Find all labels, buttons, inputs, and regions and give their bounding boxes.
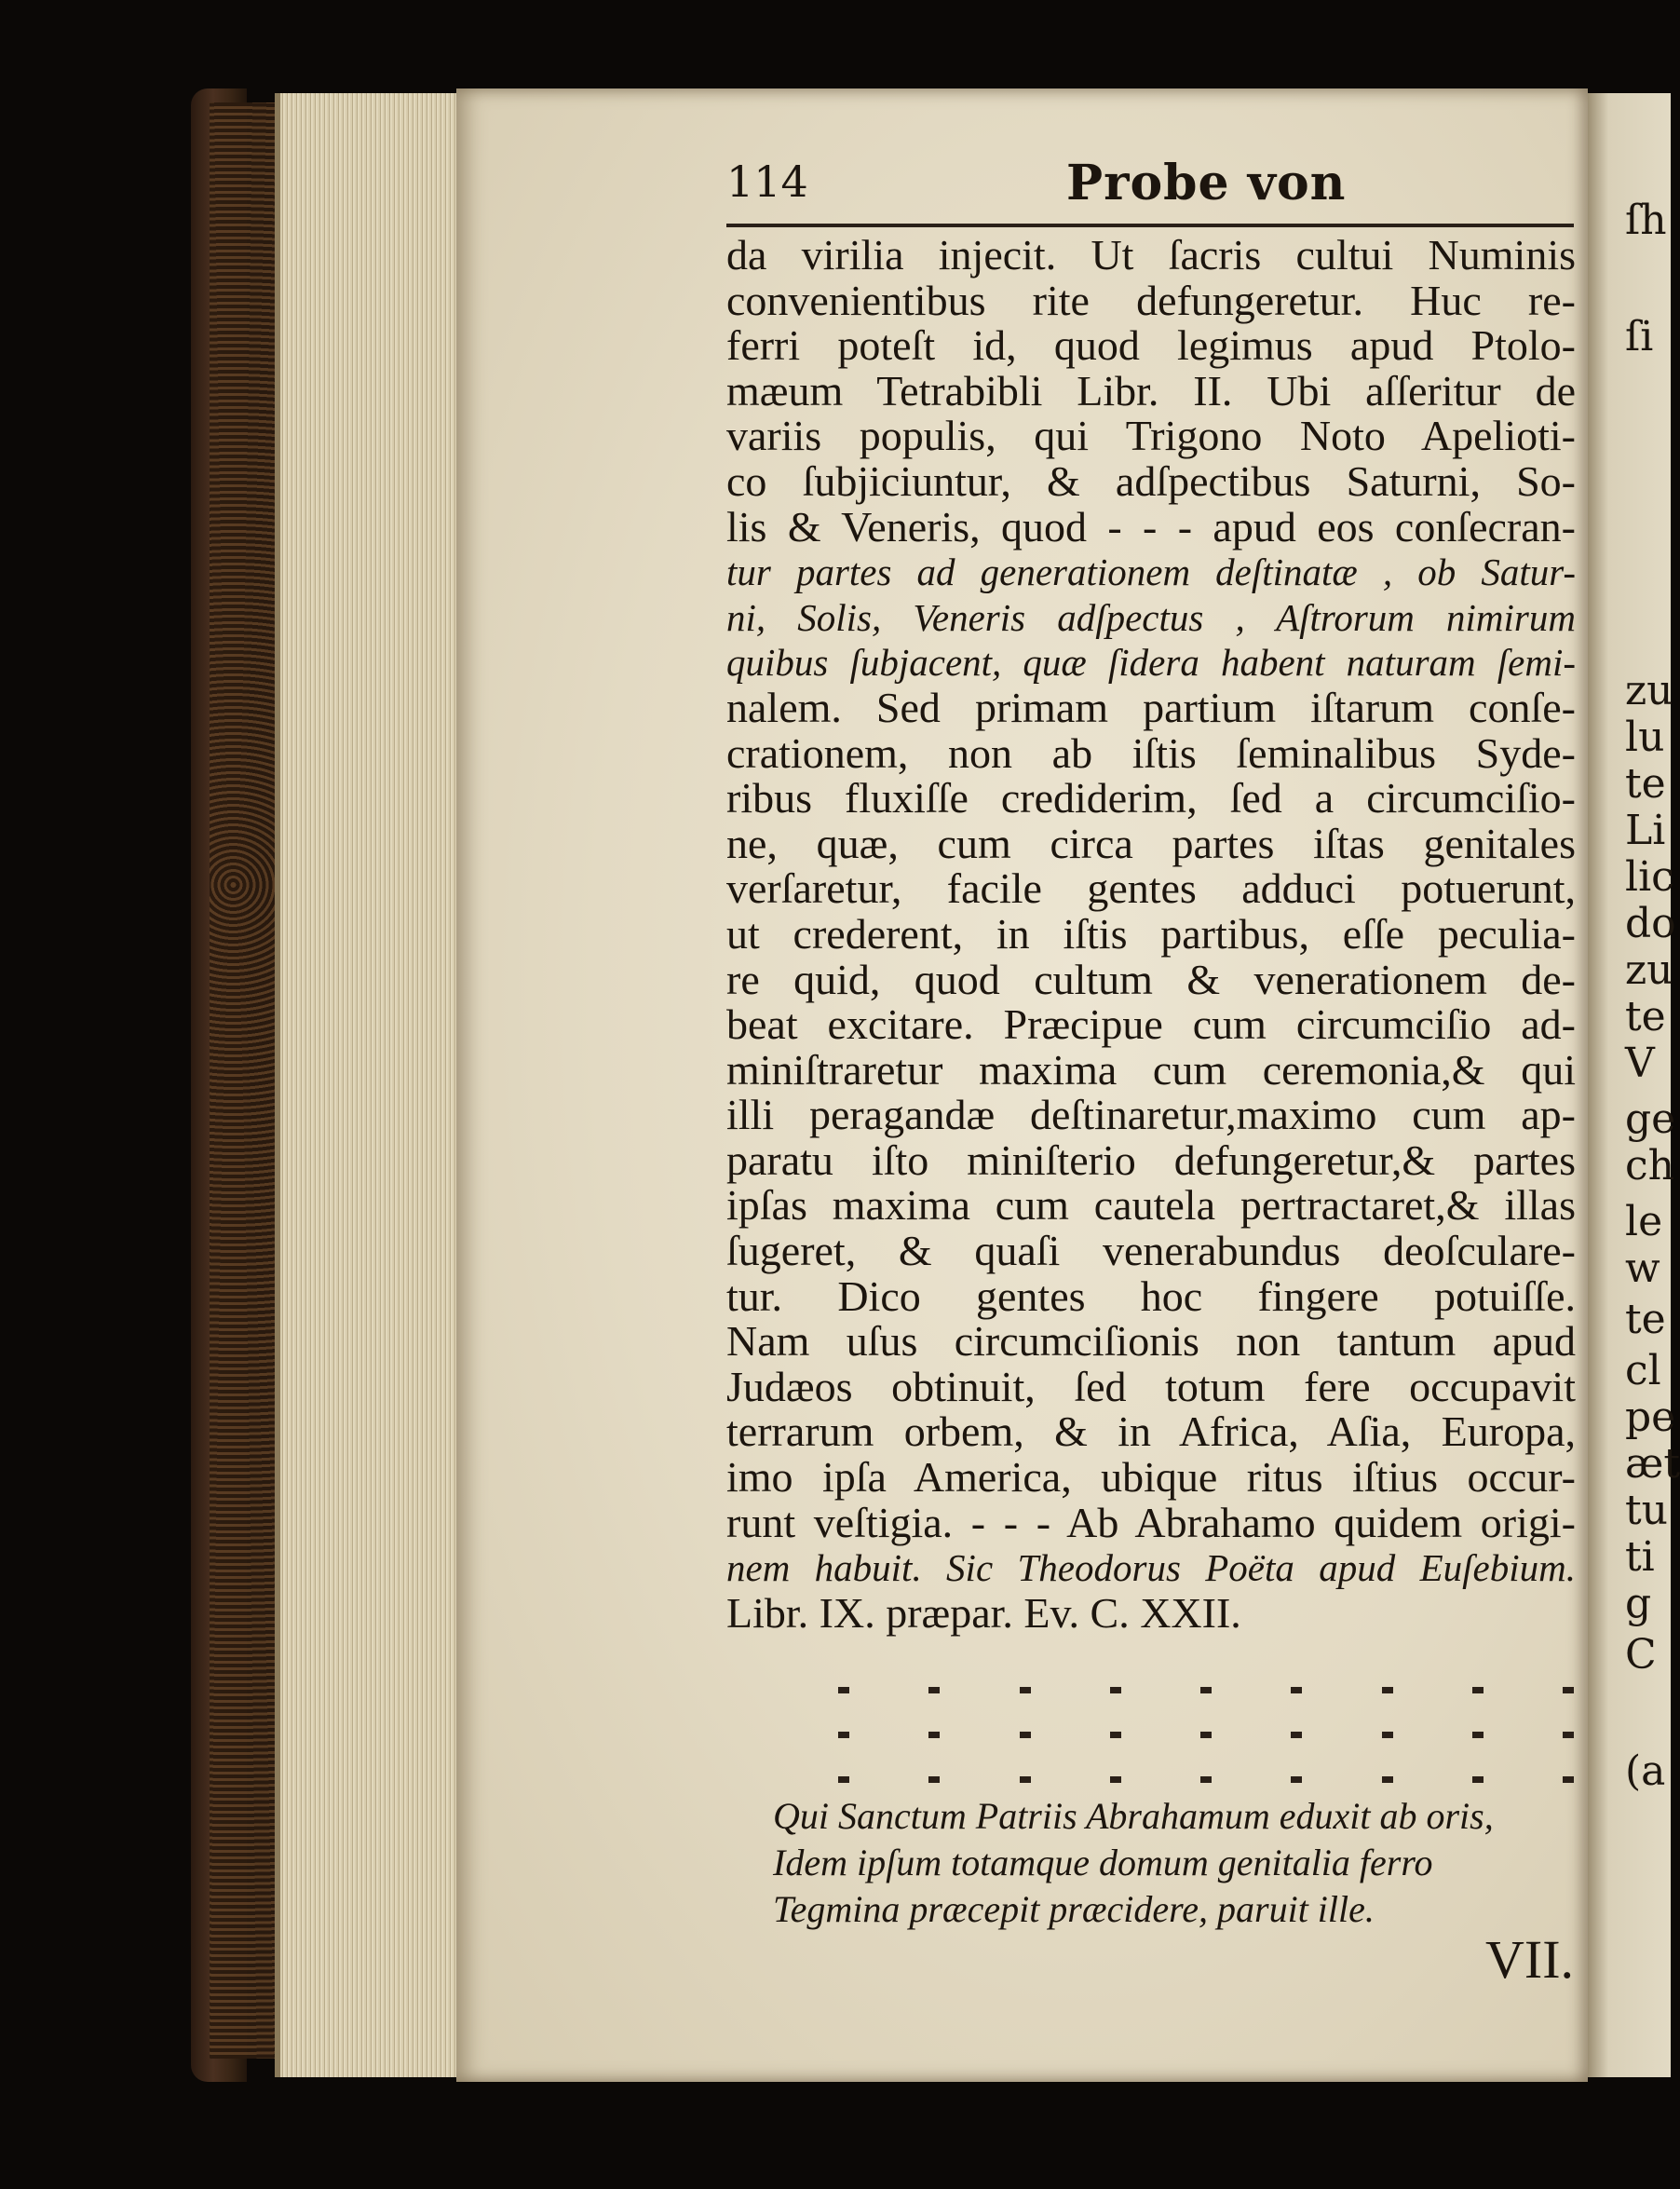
text-line: lis & Veneris, quod - - - apud eos conſecran-	[726, 502, 1576, 551]
facing-page-text: te	[1625, 1296, 1666, 1343]
verse-line: Qui Sanctum Patriis Abrahamum eduxit ab oris,	[773, 1795, 1494, 1837]
facing-page-text: C	[1625, 1631, 1657, 1679]
text-line: quibus ſubjacent, quæ ſidera habent naturam ſemi-	[726, 641, 1576, 685]
facing-page-text: ch	[1625, 1142, 1674, 1190]
facing-page-text: tu	[1625, 1487, 1669, 1534]
facing-page-text: ſi	[1625, 313, 1654, 360]
text-line: convenientibus rite defungeretur. Huc re-	[726, 276, 1576, 324]
text-line: variis populis, qui Trigono Noto Apelioti-	[726, 412, 1576, 460]
text-line: ipſas maxima cum cautela pertractaret,& illas	[726, 1181, 1576, 1230]
text-line: illi peragandæ deſtinaretur,maximo cum ap-	[726, 1091, 1576, 1139]
text-line: mæum Tetrabibli Libr. II. Ubi aſſeritur de	[726, 366, 1576, 415]
facing-page-text: zu	[1625, 667, 1673, 714]
text-line: imo ipſa America, ubique ritus iſtius occur-	[726, 1453, 1576, 1502]
verse-line: Tegmina præcepit præcidere, paruit ille.	[773, 1888, 1375, 1930]
text-line: Nam uſus circumciſionis non tantum apud	[726, 1317, 1576, 1366]
facing-page-text: æt	[1625, 1440, 1680, 1488]
text-line: nalem. Sed primam partium iſtarum conſe-	[726, 683, 1576, 731]
facing-page-fragment	[1588, 93, 1680, 2077]
catchword: VII.	[1485, 1929, 1575, 1990]
facing-page-text: g	[1625, 1580, 1652, 1627]
facing-page-text: Li	[1625, 807, 1666, 854]
dot-row	[838, 1712, 1574, 1757]
text-line: crationem, non ab iſtis ſeminalibus Syde-	[726, 728, 1576, 777]
page-number: 114	[726, 156, 808, 207]
text-line: ferri poteſt id, quod legimus apud Ptolo-	[726, 321, 1576, 370]
verse-quotation	[773, 1793, 1583, 1933]
text-line: beat excitare. Præcipue cum circumciſio ad-	[726, 1000, 1576, 1049]
facing-page-text: le	[1625, 1198, 1663, 1245]
facing-page-text: zu	[1625, 946, 1673, 994]
header-rule	[726, 224, 1574, 227]
text-line: paratu iſto miniſterio defungeretur,& partes	[726, 1135, 1576, 1184]
text-line: tur partes ad generationem deſtinatæ , ob Satur-	[726, 551, 1576, 594]
text-line: co ſubjiciuntur, & adſpectibus Saturni, So-	[726, 456, 1576, 505]
ellipsis-dots	[838, 1667, 1574, 1802]
page-edges	[275, 93, 467, 2077]
text-line: terrarum orbem, & in Africa, Aſia, Europa,	[726, 1407, 1576, 1456]
text-line: tur. Dico gentes hoc fingere potuiſſe.	[726, 1271, 1576, 1320]
text-line: ni, Solis, Veneris adſpectus , Aſtrorum nimirum	[726, 595, 1576, 639]
text-line: ribus fluxiſſe crediderim, ſed a circumciſio-	[726, 774, 1576, 823]
facing-page-text: lic	[1625, 853, 1674, 901]
page-header	[726, 156, 1592, 222]
facing-page-text: ti	[1625, 1533, 1655, 1581]
text-line: miniſtraretur maxima cum ceremonia,& qui	[726, 1045, 1576, 1094]
facing-page-text: V	[1625, 1040, 1655, 1087]
facing-page-text: (a	[1625, 1747, 1666, 1795]
text-line: ſugeret, & quaſi venerabundus deoſculare-	[726, 1227, 1576, 1275]
text-line: re quid, quod cultum & venerationem de-	[726, 955, 1576, 1003]
text-line: Libr. IX. præpar. Ev. C. XXII.	[726, 1588, 1241, 1637]
text-line: nem habuit. Sic Theodorus Poëta apud Euſebium.	[726, 1546, 1576, 1590]
facing-page-text: ſh	[1625, 197, 1667, 244]
facing-page-text: do	[1625, 900, 1676, 947]
text-line: ne, quæ, cum circa partes iſtas genitales	[726, 819, 1576, 867]
facing-page-text: te	[1625, 993, 1666, 1040]
text-line: Judæos obtinuit, ſed totum fere occupavit	[726, 1362, 1576, 1410]
running-title: Probe von	[1066, 155, 1347, 211]
facing-page-text: te	[1625, 760, 1666, 808]
dot-row	[838, 1667, 1574, 1712]
text-line: ut crederent, in iſtis partibus, eſſe peculia-	[726, 909, 1576, 958]
text-line: da virilia injecit. Ut ſacris cultui Numinis	[726, 231, 1576, 279]
facing-page-text: pe	[1625, 1394, 1676, 1441]
facing-page-text: ge	[1625, 1095, 1676, 1143]
facing-page-text: lu	[1625, 714, 1665, 761]
facing-page-text: cl	[1625, 1347, 1661, 1394]
body-text	[726, 233, 1576, 1636]
text-line: runt veſtigia. - - - Ab Abrahamo quidem origi-	[726, 1498, 1576, 1546]
facing-page-text: w	[1625, 1244, 1660, 1292]
text-line: verſaretur, facile gentes adduci potuerunt,	[726, 864, 1576, 913]
verse-line: Idem ipſum totamque domum genitalia ferro	[773, 1842, 1433, 1883]
